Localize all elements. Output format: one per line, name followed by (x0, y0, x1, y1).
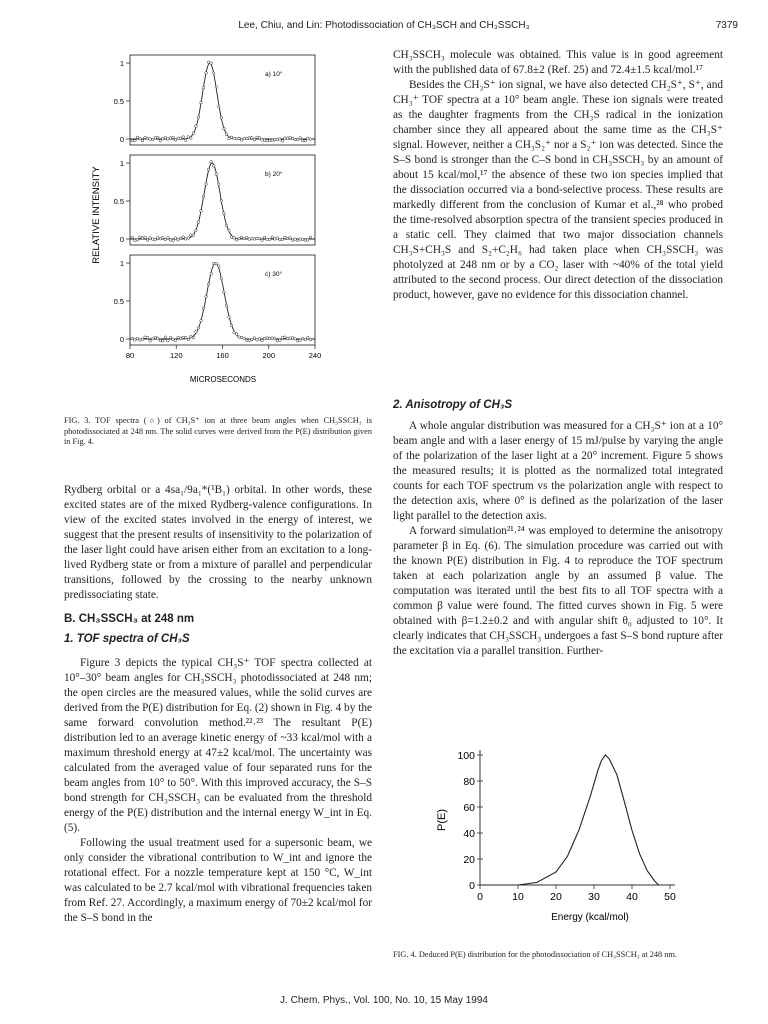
fig3-data-point (220, 200, 223, 203)
fig3-data-point (174, 237, 177, 240)
fig3-data-point (134, 139, 137, 142)
fig3-data-point (139, 339, 142, 342)
fig3-data-point (187, 338, 190, 341)
fig3-data-point (263, 236, 266, 239)
fig3-data-point (187, 136, 190, 139)
fig3-data-point (202, 195, 205, 198)
fig3-data-point (197, 221, 200, 224)
fig3-y-tick-label: 1 (119, 59, 124, 68)
fig3-data-point (230, 324, 233, 327)
fig3-data-point (274, 139, 277, 142)
fig3-data-point (212, 262, 215, 265)
fig3-y-tick-label: 1 (119, 259, 124, 268)
fig3-data-point (271, 337, 274, 340)
fig3-data-point (256, 136, 259, 139)
fig3-data-point (286, 137, 289, 140)
fig3-data-point (136, 239, 139, 242)
fig3-data-point (146, 239, 149, 242)
fig4-x-tick-label: 30 (588, 891, 600, 903)
fig3-data-point (182, 236, 185, 239)
fig3-data-point (301, 139, 304, 142)
fig3-data-point (210, 273, 213, 276)
left-paragraph-3: Following the usual treatment used for a supersonic beam, we only consider the vibrational contribution to W_int and ignore the rotational effect. For a nozzle temperature kept at 150 °C, W_int was calculated to be 2.7 kcal/mol with vibrational frequencies taken from Ref. 27. Accordingly, a maximum energy of 70±2 kcal/mol for the S–S bond in the (64, 837, 373, 924)
fig3-y-tick-label: 0 (119, 135, 124, 144)
fig3-data-point (256, 237, 259, 240)
fig3-data-point (291, 137, 294, 140)
right-body (393, 419, 723, 659)
fig3-data-point (307, 239, 310, 242)
right-paragraph-3: A whole angular distribution was measured for a CH₃S⁺ ion at a 10° beam angle and with a laser energy of 15 mJ/pulse by varying the angle of the polarization of the laser light at a 20° increment. Figure 5 shows the measured results; it is plotted as the normalized total integrated counts for each TOF spectrum vs the polarization angle with respect to the detection axis, where 0° is defined as the polarization of the laser light parallel to the detection axis. (393, 420, 723, 522)
fig3-data-point (218, 265, 221, 268)
fig3-data-point (289, 337, 292, 340)
fig3-data-point (139, 236, 142, 239)
section-heading: B. CH₃SSCH₃ at 248 nm (64, 613, 195, 625)
fig3-x-axis-label: MICROSECONDS (189, 375, 257, 384)
fig3-data-point (195, 125, 198, 128)
right-paragraph-2: Besides the CH₃S⁺ ion signal, we have also detected CH₂S⁺, S⁺, and CH₃⁺ TOF spectra at a 10° beam angle. These ion signals were treated as the daughter fragments from the CH₃S radical in the ionization chamber since they all appeared about the same time as the CH₃S⁺ signal. However, neither a CH₃S₂⁺ nor a S₂⁺ ion was detected. Since the S–S bond is stronger than the C–S bond in CH₃SSCH₃ by an amount of about 15 kcal/mol,¹⁷ the absence of these two ion species implied that the dissociation occurred via a bond-selective process. These results are markedly different from the conclusion of Kumar et al.,²⁸ who probed the time-resolved absorption spectra of the transient species produced in a static cell. They claimed that two major dissociation channels CH₃S+CH₃S and S₂+C₂H₆ had taken place when CH₃SSCH₃ was photolyzed at 248 nm or by a CO₂ laser with ~40% of the total yield attributed to the second process. Our direct detection of the dissociation product, however, gave no evidence for this dissociation channel. (393, 79, 723, 301)
left-paragraph-1: Rydberg orbital or a 4sa₁/9a₁*(¹B₁) orbital. In other words, these excited states are of the mixed Rydberg-valence configurations. In view of the excited states involved in the energy of interest, we suggest that the present results of insensitivity to the polarization of the laser light could have arisen either from an excitation to a long-lived Rydberg state or from a mixture of parallel and perpendicular transitions, followed by the crossing to the nearby unknown predissociating state. (64, 484, 372, 601)
fig3-data-point (281, 337, 284, 340)
fig3-data-point (301, 238, 304, 241)
fig3-data-point (307, 336, 310, 339)
fig3-data-point (225, 224, 228, 227)
fig3-data-point (218, 105, 221, 108)
fig3-data-point (223, 212, 226, 215)
fig3-data-point (210, 160, 213, 163)
fig3-data-point (279, 238, 282, 241)
fig3-data-point (268, 238, 271, 241)
fig3-data-point (151, 138, 154, 141)
fig3-data-point (205, 72, 208, 75)
fig3-x-tick-label: 200 (262, 351, 276, 360)
fig4-x-axis-label: Energy (kcal/mol) (551, 912, 629, 923)
fig3-data-point (274, 238, 277, 241)
fig3-data-point (296, 340, 299, 343)
fig3-data-point (195, 331, 198, 334)
fig3-data-point (294, 338, 297, 341)
running-title: Lee, Chiu, and Lin: Photodissociation of CH₃SCH and CH₃SSCH₃ (238, 20, 530, 31)
fig3-data-point (167, 237, 170, 240)
fig3-data-point (205, 295, 208, 298)
fig3-x-tick-label: 120 (169, 351, 183, 360)
fig3-data-point (243, 237, 246, 240)
fig3-data-point (182, 136, 185, 139)
fig3-data-point (235, 137, 238, 140)
fig3-data-point (200, 210, 203, 213)
left-paragraph-2: Figure 3 depicts the typical CH₃S⁺ TOF spectra collected at 10°–30° beam angles for CH₃SSCH₃ photodissociated at 248 nm; the open circles are the measured values, while the solid curves are derived from the P(E) distribution for Eq. (2) shown in Fig. 4 by the same forward convolution method.²²˒²³ The resultant P(E) distribution led to an average kinetic energy of ~33 kcal/mol with a maximum threshold energy at 47±2 kcal/mol. The uncertainty was calculated from the averaged value of four separated runs for the beam angles from 10° to 50°. With this improved accuracy, the S–S bond strength for CH₃SSCH₃ can be evaluated from the threshold energy of the P(E) distribution and the internal energy W_int in Eq. (5). (64, 657, 372, 834)
fig3-data-point (223, 127, 226, 130)
fig3-data-point (266, 139, 269, 142)
fig3-data-point (223, 291, 226, 294)
fig3-data-point (261, 139, 264, 142)
fig3-data-point (162, 236, 165, 239)
fig3-y-tick-label: 0.5 (113, 97, 124, 106)
fig3-data-point (248, 137, 251, 140)
fig3-data-point (304, 239, 307, 242)
fig3-y-axis-label: RELATIVE INTENSITY (91, 166, 102, 264)
fig3-data-point (215, 262, 218, 265)
fig4-y-tick-label: 40 (463, 828, 475, 840)
fig4-series-line (480, 755, 659, 885)
fig3-data-point (289, 237, 292, 240)
fig3-data-point (157, 337, 160, 340)
fig3-data-point (294, 138, 297, 141)
fig3-data-point (258, 137, 261, 140)
fig3-data-point (291, 239, 294, 242)
fig3-data-point (261, 239, 264, 242)
fig3-data-point (154, 336, 157, 339)
fig3-data-point (263, 337, 266, 340)
fig3-data-point (251, 136, 254, 139)
fig4-x-tick-label: 20 (550, 891, 562, 903)
fig3-data-point (205, 183, 208, 186)
fig3-data-point (144, 336, 147, 339)
fig3-data-point (284, 236, 287, 239)
fig3-panel-label: b) 20° (265, 171, 283, 178)
fig3-data-point (174, 339, 177, 342)
fig3-data-point (228, 316, 231, 319)
fig3-data-point (172, 338, 175, 341)
fig3-data-point (246, 339, 249, 342)
fig3-data-point (157, 136, 160, 139)
fig3-data-point (276, 339, 279, 342)
fig3-data-point (200, 101, 203, 104)
fig3-data-point (279, 138, 282, 141)
fig3-caption: FIG. 3. TOF spectra (○) of CH₃S⁺ ion at three beam angles when CH₃SSCH₃ is photodissociated at 248 nm. The solid curves were derived from the P(E) distribution given in Fig. 4. (64, 416, 372, 446)
fig4-y-tick-label: 100 (457, 750, 475, 762)
fig4-x-tick-label: 10 (512, 891, 524, 903)
fig3-data-point (136, 337, 139, 340)
fig3-data-point (225, 304, 228, 307)
fig3-data-point (169, 239, 172, 242)
fig3-data-point (235, 333, 238, 336)
section-b-block (64, 612, 372, 627)
fig3-data-point (207, 168, 210, 171)
fig4-y-tick-label: 60 (463, 802, 475, 814)
fig3-data-point (304, 140, 307, 143)
fig3-data-point (301, 337, 304, 340)
fig3-panel-label: a) 10° (265, 71, 283, 78)
fig3-data-point (263, 139, 266, 142)
fig3-data-point (146, 336, 149, 339)
fig3-data-point (281, 140, 284, 143)
fig3-data-point (157, 237, 160, 240)
fig3-data-point (253, 139, 256, 142)
fig3-data-point (131, 337, 134, 340)
fig3-data-point (299, 238, 302, 241)
fig4-x-tick-label: 0 (477, 891, 483, 903)
fig3-data-point (139, 137, 142, 140)
fig3-data-point (240, 139, 243, 142)
fig3-data-point (131, 236, 134, 239)
fig3-data-point (177, 336, 180, 339)
fig3-data-point (230, 236, 233, 239)
fig3-data-point (154, 238, 157, 241)
fig3-y-tick-label: 0 (119, 235, 124, 244)
fig3-data-point (179, 337, 182, 340)
fig3-data-point (207, 61, 210, 64)
fig4-x-tick-label: 40 (626, 891, 638, 903)
fig3-data-point (184, 238, 187, 241)
fig3-data-point (246, 137, 249, 140)
left-body (64, 656, 372, 926)
fig3-data-point (207, 283, 210, 286)
fig3-y-tick-label: 0.5 (113, 297, 124, 306)
fig3-data-point (172, 136, 175, 139)
fig3-data-point (284, 336, 287, 339)
fig3-data-point (141, 237, 144, 240)
fig3-panel-label: c) 30° (265, 271, 283, 278)
fig3-data-point (177, 239, 180, 242)
fig3-data-point (162, 137, 165, 140)
fig3-data-point (220, 117, 223, 120)
fig3-data-point (261, 339, 264, 342)
fig3-data-point (179, 237, 182, 240)
fig3-y-tick-label: 0.5 (113, 197, 124, 206)
fig3-data-point (195, 229, 198, 232)
fig3-data-point (276, 237, 279, 240)
fig3-data-point (200, 319, 203, 322)
fig3-data-point (271, 139, 274, 142)
fig3-data-point (266, 337, 269, 340)
fig3-data-point (159, 237, 162, 240)
right-paragraph-4: A forward simulation²¹˒²⁴ was employed to determine the anisotropy parameter β in Eq. (6). The simulation procedure was carried out with the known P(E) distribution in Fig. 4 to reproduce the TOF spectrum taken at each polarization angle by an assumed β value. The computation was iterated until the best fits to all TOF spectra with a common β value were found. The fitted curves shown in Fig. 5 were obtained with β=1.2±0.2 and with angular shift θ₀ adjusted to 10°. It clearly indicates that CH₃SSCH₃ undergoes a fast S–S bond rupture after the excitation via a parallel transition. Further- (393, 525, 723, 657)
fig3-data-point (240, 336, 243, 339)
fig3-data-point (307, 137, 310, 140)
fig4-y-tick-label: 80 (463, 776, 475, 788)
fig3-data-point (233, 137, 236, 140)
fig3-data-point (182, 336, 185, 339)
fig3-panel-frame (130, 55, 315, 145)
fig3-data-point (286, 237, 289, 240)
fig3-data-point (299, 339, 302, 342)
fig3-data-point (266, 238, 269, 241)
fig3-data-point (212, 72, 215, 75)
fig3-data-point (134, 239, 137, 242)
fig3-data-point (149, 138, 152, 141)
fig3-data-point (253, 337, 256, 340)
fig3-data-point (167, 138, 170, 141)
fig3-data-point (134, 339, 137, 342)
fig3-data-point (164, 238, 167, 241)
fig3-data-point (167, 339, 170, 342)
fig3-data-point (151, 238, 154, 241)
fig3-data-point (238, 336, 241, 339)
fig3-data-point (172, 239, 175, 242)
fig3-data-point (233, 331, 236, 334)
fig4-y-axis-label: P(E) (436, 809, 448, 831)
fig3-data-point (159, 339, 162, 342)
fig3-data-point (174, 139, 177, 142)
right-paragraph-1: CH₃SSCH₃ molecule was obtained. This value is in good agreement with the published data of 67.8±2 (Ref. 25) and 72.4±1.5 kcal/mol.¹⁷ (393, 49, 723, 76)
fig3-data-point (197, 327, 200, 330)
fig3-data-point (248, 238, 251, 241)
page-number: 7379 (715, 20, 738, 31)
fig3-data-point (268, 139, 271, 142)
fig3-data-point (164, 336, 167, 339)
fig4-x-tick-label: 50 (664, 891, 676, 903)
fig3-data-point (271, 236, 274, 239)
fig3-x-tick-label: 240 (308, 351, 322, 360)
fig3-panel-frame (130, 255, 315, 345)
fig3-data-point (276, 138, 279, 141)
fig3-x-ticks (126, 345, 321, 360)
subsection-heading-2: 2. Anisotropy of CH₃S (393, 399, 513, 411)
fig3-panels (114, 55, 315, 345)
fig3-data-point (286, 337, 289, 340)
fig3-data-point (159, 139, 162, 142)
fig3-data-point (294, 238, 297, 241)
fig3-data-point (243, 137, 246, 140)
fig3-data-point (190, 335, 193, 338)
fig3-data-point (197, 116, 200, 119)
fig3-data-point (235, 239, 238, 242)
figure-3 (85, 50, 375, 395)
fig3-data-point (192, 234, 195, 237)
fig3-fit-curve (130, 263, 315, 339)
fig3-data-point (284, 137, 287, 140)
fig3-x-tick-label: 160 (216, 351, 229, 360)
fig4-y-tick-label: 20 (463, 854, 475, 866)
fig3-data-point (274, 337, 277, 340)
fig3-data-point (238, 237, 241, 240)
fig3-data-point (192, 132, 195, 135)
fig3-data-point (256, 339, 259, 342)
fig3-data-point (169, 336, 172, 339)
fig3-data-point (291, 337, 294, 340)
fig3-data-point (190, 234, 193, 237)
fig3-data-point (190, 137, 193, 140)
right-column (393, 48, 723, 303)
fig3-data-point (251, 338, 254, 341)
fig3-data-point (202, 307, 205, 310)
fig3-data-point (251, 237, 254, 240)
fig3-y-tick-label: 1 (119, 159, 124, 168)
fig3-data-point (309, 236, 312, 239)
fig3-data-point (154, 137, 157, 140)
fig3-data-point (184, 336, 187, 339)
fig3-data-point (238, 137, 241, 140)
fig3-x-tick-label: 80 (125, 351, 135, 360)
fig3-data-point (296, 138, 299, 141)
fig3-data-point (144, 236, 147, 239)
fig3-data-point (230, 136, 233, 139)
fig3-data-point (149, 340, 152, 343)
left-column (64, 483, 372, 603)
fig3-data-point (187, 237, 190, 240)
fig3-data-point (279, 339, 282, 342)
fig3-data-point (146, 137, 149, 140)
fig3-data-point (131, 139, 134, 142)
fig3-data-point (220, 277, 223, 280)
fig3-data-point (228, 230, 231, 233)
fig3-data-point (164, 136, 167, 139)
fig3-data-point (228, 137, 231, 140)
fig3-data-point (243, 337, 246, 340)
fig4-y-tick-label: 0 (469, 880, 475, 892)
fig3-data-point (304, 338, 307, 341)
fig3-data-point (202, 87, 205, 90)
fig3-data-point (248, 339, 251, 342)
fig3-data-point (309, 338, 312, 341)
subsection-heading-1: 1. TOF spectra of CH₃S (64, 633, 190, 645)
fig3-data-point (289, 136, 292, 139)
fig3-data-point (177, 137, 180, 140)
fig3-data-point (141, 338, 144, 341)
fig3-data-point (184, 139, 187, 142)
fig3-data-point (144, 136, 147, 139)
subsection-1-block (64, 632, 372, 647)
fig3-data-point (268, 337, 271, 340)
fig3-data-point (309, 138, 312, 141)
fig3-y-tick-label: 0 (119, 335, 124, 344)
fig3-data-point (253, 238, 256, 241)
fig3-data-point (246, 236, 249, 239)
fig3-data-point (179, 137, 182, 140)
fig3-data-point (141, 139, 144, 142)
fig3-data-point (192, 336, 195, 339)
fig3-data-point (233, 237, 236, 240)
fig3-data-point (162, 340, 165, 343)
fig3-data-point (281, 238, 284, 241)
fig3-data-point (258, 237, 261, 240)
fig3-data-point (258, 338, 261, 341)
subsection-2-block (393, 398, 723, 413)
fig4-caption: FIG. 4. Deduced P(E) distribution for the photodissociation of CH₃SSCH₃ at 248 nm. (393, 950, 677, 959)
fig3-data-point (169, 137, 172, 140)
fig3-data-point (210, 62, 213, 65)
figure-4-chart (420, 740, 710, 930)
fig3-data-point (149, 237, 152, 240)
fig3-data-point (296, 239, 299, 242)
fig3-data-point (151, 337, 154, 340)
fig3-data-point (215, 173, 218, 176)
fig3-data-point (212, 165, 215, 168)
fig3-data-point (136, 136, 139, 139)
fig3-data-point (299, 137, 302, 140)
fig3-fit-curve (130, 63, 315, 139)
fig3-data-point (218, 183, 221, 186)
footer-citation: J. Chem. Phys., Vol. 100, No. 10, 15 May 1994 (280, 995, 488, 1006)
fig3-data-point (215, 85, 218, 88)
fig3-data-point (240, 236, 243, 239)
fig3-data-point (225, 133, 228, 136)
